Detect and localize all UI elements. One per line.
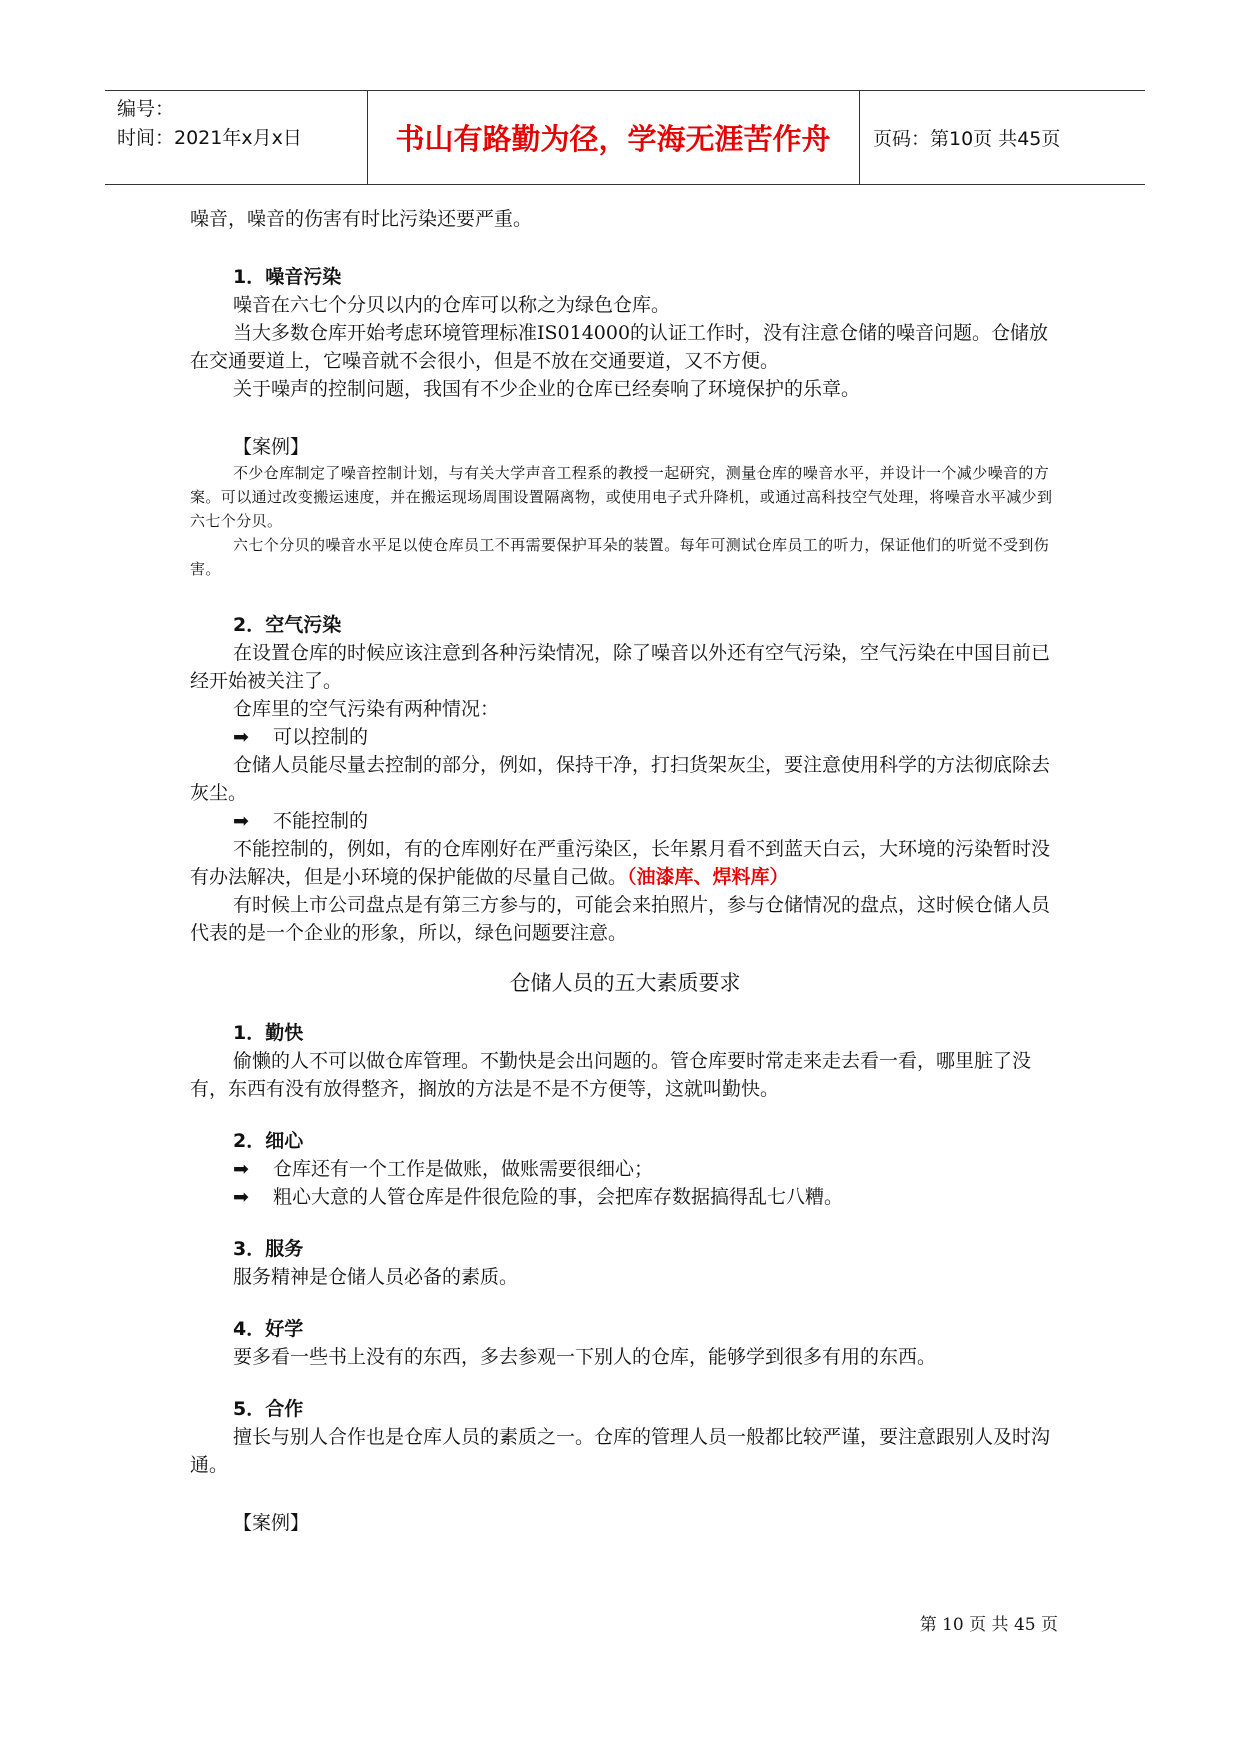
bullet-text: 粗心大意的人管仓库是件很危险的事，会把库存数据搞得乱七八糟。 (273, 1186, 844, 1208)
bullet-item (190, 1183, 1060, 1211)
paragraph: 服务精神是仓储人员必备的素质。 (233, 1266, 519, 1288)
bullet-item (190, 807, 1060, 835)
paragraph: 要多看一些书上没有的东西，多去参观一下别人的仓库，能够学到很多有用的东西。 (233, 1346, 937, 1368)
bullet-item (190, 723, 1060, 751)
section-heading-noise: 1．噪音污染 (233, 266, 342, 288)
quality-heading: 5．合作 (233, 1398, 304, 1420)
document-body (190, 205, 1060, 1537)
quality-heading: 3．服务 (233, 1238, 304, 1260)
bullet-item (190, 1155, 1060, 1183)
quality-heading: 2．细心 (233, 1130, 304, 1152)
paragraph-text: 不能控制的，例如，有的仓库刚好在严重污染区，长年累月看不到蓝天白云，大环境的污染暂时没有办法解决，但是小环境的保护能做的尽量自己做。 (190, 838, 1051, 888)
header-page-number: 页码：第10页 共45页 (873, 128, 1061, 150)
case-heading: 【案例】 (233, 1512, 310, 1534)
arrow-right-icon: ➡ (233, 1186, 249, 1208)
paragraph: 有时候上市公司盘点是有第三方参与的，可能会来拍照片，参与仓储情况的盘点，这时候仓储人员代表的是一个企业的形象，所以，绿色问题要注意。 (190, 894, 1051, 944)
intro-paragraph: 噪音，噪音的伤害有时比污染还要严重。 (190, 208, 533, 230)
bullet-text: 仓库还有一个工作是做账，做账需要很细心； (273, 1158, 654, 1180)
case-heading: 【案例】 (233, 436, 310, 458)
bullet-text: 可以控制的 (273, 726, 369, 748)
paragraph: 擅长与别人合作也是仓库人员的素质之一。仓库的管理人员一般都比较严谨，要注意跟别人及时沟通。 (190, 1426, 1051, 1476)
paragraph (190, 835, 1060, 891)
quality-heading: 4．好学 (233, 1318, 304, 1340)
header-motto: 书山有路勤为径，学海无涯苦作舟 (395, 122, 831, 156)
paragraph: 关于噪声的控制问题，我国有不少企业的仓库已经奏响了环境保护的乐章。 (233, 378, 861, 400)
paragraph: 偷懒的人不可以做仓库管理。不勤快是会出问题的。管仓库要时常走来走去看一看，哪里脏了没有，东西有没有放得整齐，搁放的方法是不是不方便等，这就叫勤快。 (190, 1050, 1032, 1100)
paragraph: 噪音在六七个分贝以内的仓库可以称之为绿色仓库。 (233, 294, 671, 316)
paragraph: 仓库里的空气污染有两种情况： (233, 698, 500, 720)
section-heading-air: 2．空气污染 (233, 614, 342, 636)
arrow-right-icon: ➡ (233, 810, 249, 832)
arrow-right-icon: ➡ (233, 1158, 249, 1180)
arrow-right-icon: ➡ (233, 726, 249, 748)
page-footer: 第 10 页 共 45 页 (919, 1615, 1058, 1635)
section-title: 仓储人员的五大素质要求 (509, 971, 741, 995)
case-paragraph: 六七个分贝的噪音水平足以使仓库员工不再需要保护耳朵的装置。每年可测试仓库员工的听力，保证他们的听觉不受到伤害。 (190, 536, 1050, 578)
case-paragraph: 不少仓库制定了噪音控制计划，与有关大学声音工程系的教授一起研究，测量仓库的噪音水平，并设计一个减少噪音的方案。可以通过改变搬运速度，并在搬运现场周围设置隔离物，或使用电子式升降机，或通过高科技空气处理，将噪音水平减少到六七个分贝。 (190, 464, 1053, 530)
document-time-label: 时间：2021年x月x日 (117, 127, 302, 149)
document-number-label: 编号： (117, 98, 175, 120)
quality-heading: 1．勤快 (233, 1022, 304, 1044)
bullet-text: 不能控制的 (273, 810, 369, 832)
paragraph: 仓储人员能尽量去控制的部分，例如，保持干净，打扫货架灰尘，要注意使用科学的方法彻底除去灰尘。 (190, 754, 1051, 804)
paragraph: 当大多数仓库开始考虑环境管理标准IS014000的认证工作时，没有注意仓储的噪音问题。仓储放在交通要道上，它噪音就不会很小，但是不放在交通要道，又不方便。 (190, 322, 1049, 372)
page-header (105, 90, 1145, 185)
highlight-note: （油漆库、焊料库） (627, 866, 789, 888)
header-meta (117, 95, 302, 153)
header-divider (859, 91, 860, 184)
paragraph: 在设置仓库的时候应该注意到各种污染情况，除了噪音以外还有空气污染，空气污染在中国目前已经开始被关注了。 (190, 642, 1051, 692)
